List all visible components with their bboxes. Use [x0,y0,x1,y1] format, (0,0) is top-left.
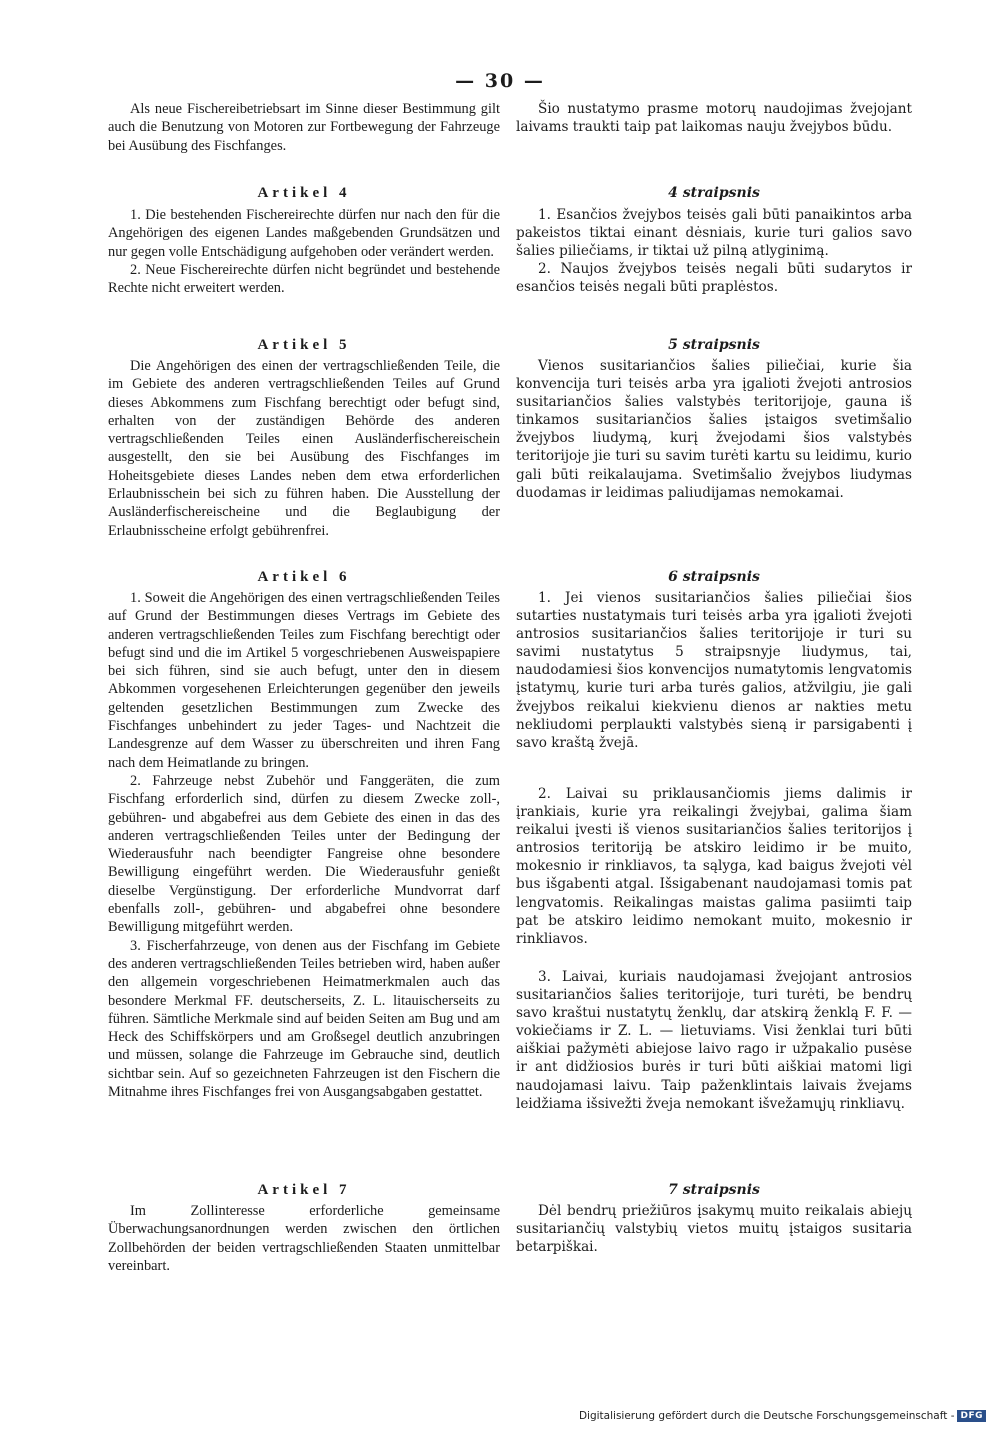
german-intro-block [108,100,500,155]
lithuanian-article-6-paragraph-1: 1. Jei vienos susitariančios šalies piliečiai šios sutarties nustatymais turi teisės arba yra įgalioti žvejoti antrosios susitariančios šalies teritorijoje ir turi su savimi nustatytus 5 straipsnyje liudymus, tai, naudodamiesi šios konvencijos numatytomis lengvatomis įstatymų, kurie turi arba turės galios, atžvilgiu, jie gali žvejybos reikalui kiekvienu dienos ar nakties metu nekliudomi perplaukti valstybės sieną ir parsigabenti į savo kraštą žvejā. [516,590,912,751]
digitization-credit-text: Digitalisierung gefördert durch die Deutsche Forschungsgemeinschaft - [578,1410,955,1422]
lithuanian-article-6-heading: 6 straipsnis [668,569,760,585]
lithuanian-article-5-heading: 5 straipsnis [668,337,760,353]
german-article-6-paragraph-2: 2. Fahrzeuge nebst Zubehör und Fanggeräten, die zum Fischfang erforderlich sind, dürfen zu diesem Zwecke zoll-, gebühren- und abgabefrei aus dem Gebiete des einen in das des anderen vertragschließenden Teiles unter der Bedingung der Wiederausfuhr nach beendigter Fangreise ohne besondere Bewilligung eingeführt werden. Die Wiederausfuhr genießt dieselbe Vergünstigung. Der erforderliche Mundvorrat darf ebenfalls zoll-, gebühren- und abgabefrei ohne besondere Bewilligung mitgeführt werden. [108,772,500,936]
lithuanian-article-6-part-3 [516,968,912,1113]
lithuanian-article-4-heading: 4 straipsnis [668,185,760,201]
german-article-4 [108,183,500,297]
dfg-logo: DFG [957,1410,986,1422]
lithuanian-article-5 [516,335,912,502]
lithuanian-intro-block [516,100,912,136]
lithuanian-article-7 [516,1180,912,1256]
german-article-5-heading: Artikel 5 [257,337,351,353]
digitization-credit [579,1410,986,1422]
german-article-4-paragraph-2: 2. Neue Fischereirechte dürfen nicht begründet und bestehende Rechte nicht erweitert werden. [108,261,500,297]
lithuanian-article-5-paragraph-1: Vienos susitariančios šalies piliečiai, kurie šia konvencija turi teisės arba yra įgalioti žvejoti antrosios susitariančios šalies valstybės teritorijoje, gauna iš tinkamos susitariančios šalies įstaigos svetimšalio žvejybos liudymą, kurį žvejodami šios valstybės teritorijoje jie turi su savim turėti kartu su leidimu, kurio gali būti reikalaujama. Svetimšalio žvejybos liudymas duodamas ir leidimas paliudijamas nemokamai. [516,358,912,501]
german-article-6-paragraph-3: 3. Fischerfahrzeuge, von denen aus der Fischfang im Gebiete des anderen vertragschließenden Teiles betrieben wird, haben außer den allgemein vorgeschriebenen Heimatmerkmalen auch das besondere Merkmal FF. deutscherseits, Z. L. litauischerseits zu führen. Sämtliche Merkmale sind auf beiden Seiten am Bug und am Heck des Schiffskörpers und am Großsegel deutlich anzubringen und müssen, solange die Fahrzeuge im Gebrauche sind, deutlich sichtbar sein. Auf so gezeichneten Fahrzeugen ist den Fischern die Mitnahme ihres Fischfanges frei von Ausgangsabgaben gestattet. [108,937,500,1101]
lithuanian-article-4-paragraph-1: 1. Esančios žvejybos teisės gali būti panaikintos arba pakeistos tiktai einant dėsniais, kurie turi galios savo šalies piliečiams, ir tiktai už pilną atlyginimą. [516,207,912,260]
lithuanian-article-7-paragraph-1: Dėl bendrų priežiūros įsakymų muito reikalais abiejų susitariančių valstybių vietos muitų įstaigos susitaria betarpiškai. [516,1203,912,1256]
german-intro: Als neue Fischereibetriebsart im Sinne dieser Bestimmung gilt auch die Benutzung von Motoren zur Fortbewegung der Fahrzeuge bei Ausübung des Fischfanges. [108,101,500,154]
german-article-4-paragraph-1: 1. Die bestehenden Fischereirechte dürfen nur nach den für die Angehörigen des eigenen Landes maßgebenden Grundsätzen und nur gegen volle Entschädigung aufgehoben oder verändert werden. [108,207,500,260]
lithuanian-article-6-paragraph-3: 3. Laivai, kuriais naudojamasi žvejojant antrosios susitariančios šalies teritorijoje, turi turėti, be bendrų savo kraštui nustatytų ženklų, dar atskirą ženklą F. F. — vokiečiams ir Z. L. — lietuviams. Visi ženklai turi būti aiškiai pažymėti abiejose laivo rago ir užpakalio pusėse ir ant didžiosios burės ir turi būti aiškiai matomi ligi naudojamasi laivu. Taip paženklintais laivais žvejams leidžiama išsivežti žveja nemokant išvežamųjų rinkliavų. [516,969,912,1112]
lithuanian-article-6-part-2 [516,785,912,948]
lithuanian-intro: Šio nustatymo prasme motorų naudojimas žvejojant laivams traukti taip pat laikomas nauju žvejybos būdu. [516,101,912,136]
page-number: — 30 — [455,70,545,92]
lithuanian-article-4 [516,183,912,296]
german-article-5 [108,335,500,540]
german-article-7-paragraph-1: Im Zollinteresse erforderliche gemeinsame Überwachungsanordnungen werden zwischen den örtlichen Zollbehörden der beiden vertragschließenden Staaten unmittelbar vereinbart. [108,1203,500,1274]
german-article-5-paragraph-1: Die Angehörigen des einen der vertragschließenden Teile, die im Gebiete des anderen vertragschließenden Teiles auf Grund dieses Abkommens zum Fischfang berechtigt oder befugt sind, erhalten von der zuständigen Behörde des anderen vertragschließenden Teiles einen Ausländerfischereischein ausgestellt, den sie bei Ausübung des Fischfanges im Hoheitsgebiete dieses Landes neben dem etwa erforderlichen Erlaubnisschein bei sich zu führen haben. Die Ausstellung der Ausländerfischereischeine und die Beglaubigung der Erlaubnisscheine erfolgt gebührenfrei. [108,358,500,539]
lithuanian-article-7-heading: 7 straipsnis [668,1182,760,1198]
lithuanian-article-4-paragraph-2: 2. Naujos žvejybos teisės negali būti sudarytos ir esančios teisės negali būti praplėstos. [516,261,912,296]
german-article-6-paragraph-1: 1. Soweit die Angehörigen des einen vertragschließenden Teiles auf Grund der Bestimmungen dieses Vertrags im Gebiete des anderen vertragschließenden Teiles zum Fischfang berechtigt oder befugt sind und die im Artikel 5 vorgeschriebenen Ausweispapiere bei sich führen, sind sie auch befugt, unter den in diesem Abkommen vorgesehenen Erleichterungen gegenüber den jeweils geltenden gesetzlichen Bestimmungen zum Zwecke des Fischfanges unbehindert zu jeder Tages- und Nachtzeit die Landesgrenze auf dem Wasser zu überschreiten und ihren Fang nach dem Heimatlande zu bringen. [108,590,500,771]
german-article-6-heading: Artikel 6 [257,569,351,585]
german-article-4-heading: Artikel 4 [257,185,351,201]
german-article-7-heading: Artikel 7 [257,1182,351,1198]
german-article-7 [108,1180,500,1275]
lithuanian-article-6 [516,567,912,752]
german-article-6 [108,567,500,1101]
lithuanian-article-6-paragraph-2: 2. Laivai su priklausančiomis jiems dalimis ir įrankiais, kurie yra reikalingi žvejybai, galima šiam reikalui įvesti iš vienos susitariančios šalies teritorijos į antrosios teritoriją be atskiro leidimo ir be muito, mokesnio ir rinkliavos, ta sąlyga, kad baigus žvejoti vėl bus išgabenti atgal. Išsigabenant naudojamasi tomis pat lengvatomis. Reikalingas maistas galima pasiimti taip pat be atskiro leidimo nemokant muito, mokesnio ir rinkliavos. [516,786,912,947]
